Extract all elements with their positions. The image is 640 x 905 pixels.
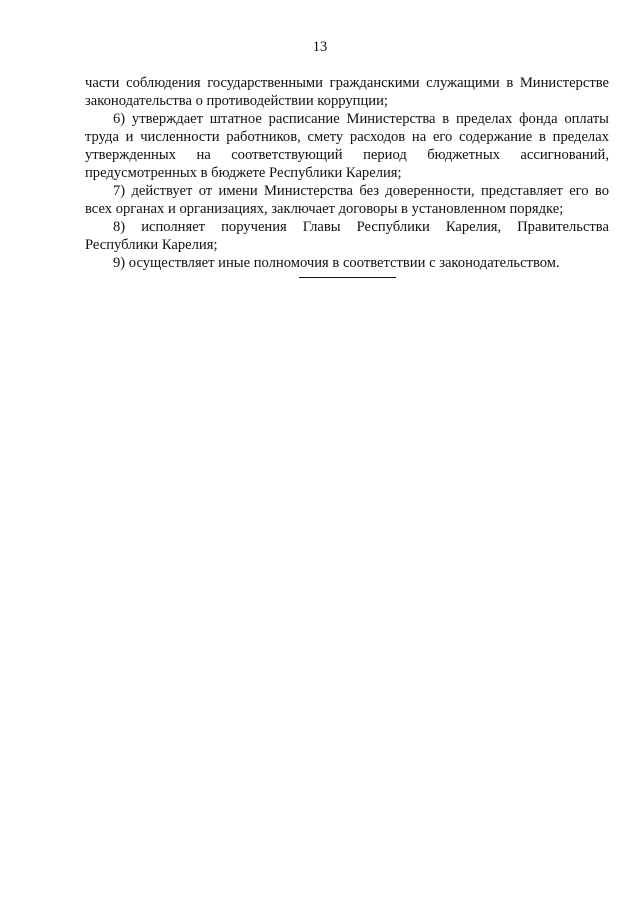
- paragraph-continuation: части соблюдения государственными гражданскими служащими в Министерстве законодательства о противодействии коррупции;: [85, 75, 609, 109]
- end-of-text-rule: [299, 277, 396, 278]
- body-text: [85, 74, 609, 272]
- paragraph-item-8: 8) исполняет поручения Главы Республики Карелия, Правительства Республики Карелия;: [85, 219, 609, 253]
- paragraph-item-7: 7) действует от имени Министерства без доверенности, представляет его во всех органах и организациях, заключает договоры в установленном порядке;: [85, 183, 609, 217]
- page-number: 13: [312, 39, 328, 55]
- paragraph-item-9: 9) осуществляет иные полномочия в соответствии с законодательством.: [113, 255, 560, 271]
- paragraph-item-6: 6) утверждает штатное расписание Министерства в пределах фонда оплаты труда и численности работников, смету расходов на его содержание в пределах утвержденных на соответствующий период бюджетных ассигнований, предусмотренных в бюджете Республики Карелия;: [85, 111, 609, 181]
